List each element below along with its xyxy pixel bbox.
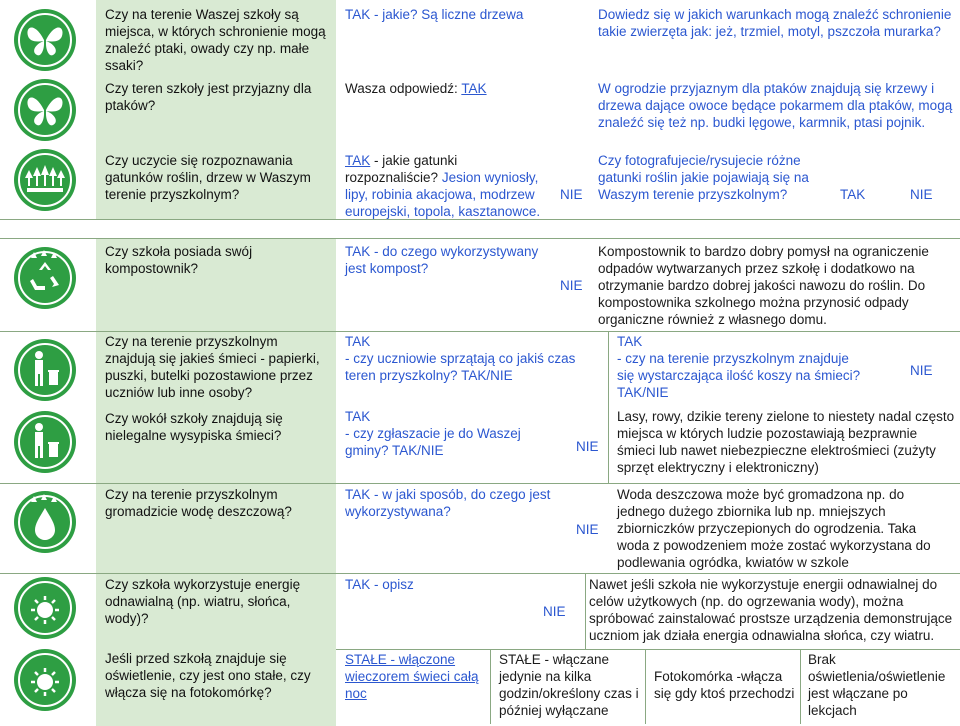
answer-value[interactable]: TAK/NIE (617, 385, 669, 400)
answer-text: TAK - do czego wykorzystywany jest kompost? (345, 244, 539, 276)
answer-text: TAK - jakie? Są liczne drzewa (345, 7, 524, 22)
divider (645, 649, 646, 724)
answer-text: TAK - w jaki sposób, do czego jest wykorzystywana? (345, 487, 551, 519)
info-text: W ogrodzie przyjaznym dla ptaków znajdują się krzewy i drzewa dające owoce będące pokarmem dla ptaków, mogą znaleźć się też np. budki lęgowe, karmnik, ptasi pojnik. (598, 81, 953, 130)
question-text: Czy szkoła posiada swój kompostownik? (105, 244, 253, 276)
divider (585, 573, 586, 649)
answer-text (345, 408, 545, 459)
question-text: Czy na terenie przyszkolnym gromadzicie wodę deszczową? (105, 487, 292, 519)
sun-icon (13, 648, 77, 712)
answer-text (345, 333, 605, 384)
info-text: Kompostownik to bardzo dobry pomysł na ograniczenie odpadów wytwarzanych przez szkołę i dodatkowo na otrzymanie bardzo dobrej jakości nawozu do roślin. Do kompostownika szkolnego można przynosić odpady organiczne również z własnego domu. (598, 244, 929, 327)
answer-text (345, 152, 550, 220)
question-text: Czy na terenie Waszej szkoły są miejsca, w których schronienie mogą znaleźć ptaki, owady czy np. małe ssaki? (105, 7, 326, 73)
question-text: Czy wokół szkoły znajdują się nielegalne wysypiska śmieci? (105, 411, 283, 443)
trash-person-icon (13, 410, 77, 474)
answer-question: - czy zgłaszacie je do Waszej gminy? TAK/NIE (345, 426, 521, 458)
divider (608, 331, 609, 483)
question-text: Czy uczycie się rozpoznawania gatunków roślin, drzew w Waszym terenie przyszkolnym? (105, 153, 311, 202)
info-text: Nawet jeśli szkoła nie wykorzystuje energii odnawialnej do celów użytkowych (np. do ogrzewania wody), można spróbować zainstalować prostsze urządzenia demonstrujące uczniom jak działa energia odnawialna słońca, czy wiatru. (589, 577, 953, 643)
question-text: Czy na terenie przyszkolnym znajdują się jakieś śmieci - papierki, puszki, butelki pozostawione przez uczniów lub inne osoby? (105, 334, 320, 400)
answer-tak[interactable]: TAK (345, 334, 371, 349)
nie-option[interactable]: NIE (910, 187, 933, 202)
answer-text (345, 80, 580, 97)
answer-text: TAK - opisz (345, 577, 414, 592)
nie-option[interactable]: NIE (560, 187, 583, 202)
info-text: Woda deszczowa może być gromadzona np. do jednego dużego zbiornika lub np. mniejszych zbiorniczków przyczepionych do ogrodzenia. Taka woda z powodzeniem może zostać wykorzystana do podlewania ogródka, kwiatów w szkole (617, 487, 931, 570)
answer-question: - jakie gatunki rozpoznaliście? (345, 153, 458, 185)
divider (490, 649, 491, 724)
answer-tak[interactable]: TAK (345, 153, 371, 168)
info-text: Czy fotografujecie/rysujecie różne gatunki roślin jakie pojawiają się na Waszym terenie przyszkolnym? (598, 153, 809, 202)
lighting-option-none[interactable]: Brak oświetlenia/oświetlenie jest włączane po lekcjach (808, 652, 946, 718)
divider (0, 238, 960, 239)
answer-prefix: Wasza odpowiedź: (345, 81, 462, 96)
water-drop-icon (13, 490, 77, 554)
butterfly-icon (13, 8, 77, 72)
question-text: Czy szkoła wykorzystuje energię odnawialną (np. wiatru, słońca, wody)? (105, 577, 301, 626)
nie-option[interactable]: NIE (543, 604, 566, 619)
trash-person-icon (13, 338, 77, 402)
answer-tak[interactable]: TAK (345, 409, 371, 424)
lighting-option-timed[interactable]: STAŁE - włączane jedynie na kilka godzin/określony czas i później wyłączane (499, 652, 639, 718)
question-text: Czy teren szkoły jest przyjazny dla ptaków? (105, 81, 312, 113)
divider (0, 483, 960, 484)
answer-text (617, 333, 867, 401)
question-text: Jeśli przed szkołą znajduje się oświetlenie, czy jest ono stałe, czy włącza się na fotokomórkę? (105, 651, 311, 700)
info-text: Lasy, rowy, dzikie tereny zielone to niestety nadal często miejsca w których ludzie pozostawiają bezprawnie śmieci lub nawet niebezpieczne elektrośmieci (zużyty sprzęt elektryczny i elektroniczny) (617, 409, 955, 475)
nie-option[interactable]: NIE (576, 439, 599, 454)
divider (800, 649, 801, 724)
butterfly-icon (13, 78, 77, 142)
trees-icon (13, 148, 77, 212)
divider (336, 649, 960, 650)
nie-option[interactable]: NIE (910, 363, 933, 378)
sun-icon (13, 576, 77, 640)
tak-option[interactable]: TAK (840, 187, 866, 202)
nie-option[interactable]: NIE (576, 522, 599, 537)
divider (0, 573, 960, 574)
answer-value: Jesion wyniosły, lipy, robinia akacjowa, modrzew europejski, topola, kasztanowce. (345, 170, 541, 219)
recycle-icon (13, 246, 77, 310)
answer-question: - czy uczniowie sprzątają co jakiś czas teren przyszkolny? (345, 351, 576, 383)
info-text: Dowiedz się w jakich warunkach mogą znaleźć schronienie takie zwierzęta jak: jeż, trzmiel, motyl, pszczoła murarka? (598, 7, 952, 39)
answer-tak[interactable]: TAK (617, 334, 643, 349)
answer-question: - czy na terenie przyszkolnym znajduje się wystarczająca ilość koszy na śmieci? (617, 351, 861, 383)
nie-option[interactable]: NIE (560, 278, 583, 293)
divider (0, 331, 960, 332)
answer-value[interactable]: TAK (461, 81, 487, 96)
answer-value[interactable]: TAK/NIE (461, 368, 513, 383)
lighting-option-constant[interactable]: STAŁE - włączone wieczorem świeci całą noc (345, 652, 479, 701)
lighting-option-photocell[interactable]: Fotokomórka -włącza się gdy ktoś przechodzi (654, 669, 795, 701)
